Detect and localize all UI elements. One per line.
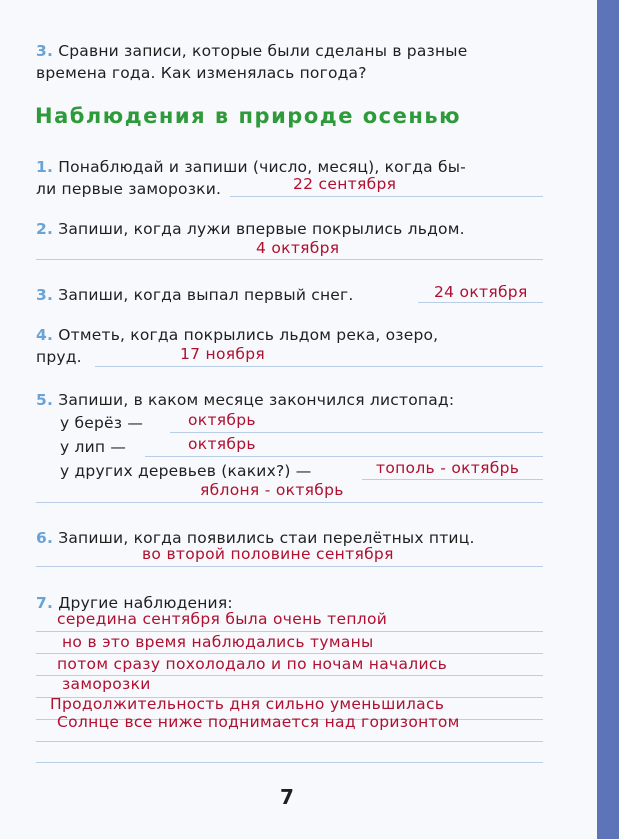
task-6-answer-line[interactable] [36,566,543,567]
page-edge-strip [597,0,619,839]
task-5-item-linden-label: у лип — [60,438,127,456]
task-7-answer-5: Продолжительность дня сильно уменьшилась [50,695,445,713]
task-4-answer: 17 ноября [180,345,266,363]
task-7-answer-line-6[interactable] [36,741,543,742]
task-3-answer: 24 октября [434,283,528,301]
task-6-answer: во второй половине сентября [142,545,394,563]
intro-text-2: времена года. Как изменялась погода? [36,64,367,82]
task-5-linden-answer: октябрь [188,435,256,453]
task-1-text-1: Понаблюдай и запиши (число, месяц), когда бы- [58,158,466,176]
intro-text-1: Сравни записи, которые были сделаны в разные [58,42,468,60]
task-2-number: 2. [36,220,54,238]
task-2-answer: 4 октября [256,239,340,257]
task-2-line-1 [36,218,465,240]
task-7-answer-2: но в это время наблюдались туманы [62,633,374,651]
task-5-birch-answer: октябрь [188,411,256,429]
task-1-number: 1. [36,158,54,176]
task-4-text-2: пруд. [36,348,82,366]
task-5-item-other-label: у других деревьев (каких?) — [60,462,312,480]
task-5-item-birch-label: у берёз — [60,414,144,432]
task-3-line-1 [36,284,354,306]
task-5-text-1: Запиши, в каком месяце закончился листопад: [58,391,455,409]
task-3-text-1: Запиши, когда выпал первый снег. [58,286,354,304]
task-2-text-1: Запиши, когда лужи впервые покрылись льдом. [58,220,465,238]
task-4-answer-line[interactable] [95,366,543,367]
task-7-answer-6: Солнце все ниже поднимается над горизонтом [57,713,460,731]
task-5-other-answer-line-2[interactable] [36,502,543,503]
task-5-other-answer-2: яблоня - октябрь [200,481,344,499]
task-2-answer-line[interactable] [36,259,543,260]
task-7-answer-3: потом сразу похолодало и по ночам начались [57,655,448,673]
task-3-number: 3. [36,286,54,304]
task-1-line-1 [36,156,466,178]
task-7-answer-1: середина сентября была очень теплой [57,610,388,628]
page-number: 7 [280,785,294,809]
task-4-text-1: Отметь, когда покрылись льдом река, озеро, [58,326,439,344]
task-5-line-1 [36,389,454,411]
task-3-answer-line[interactable] [418,302,543,303]
task-4-number: 4. [36,326,54,344]
task-5-other-answer-line[interactable] [362,479,543,480]
task-5-number: 5. [36,391,54,409]
section-heading: Наблюдения в природе осенью [35,104,462,128]
intro-number: 3. [36,42,54,60]
task-1-answer-line[interactable] [230,196,543,197]
task-1-text-2: ли первые заморозки. [36,180,222,198]
task-5-other-answer: тополь - октябрь [376,459,520,477]
task-7-answer-line-7[interactable] [36,762,543,763]
task-7-text-1: Другие наблюдения: [58,594,233,612]
task-7-answer-4: заморозки [62,675,151,693]
task-1-answer: 22 сентября [293,175,397,193]
task-7-number: 7. [36,594,54,612]
task-5-linden-answer-line[interactable] [145,456,543,457]
intro-line-1 [36,40,467,62]
task-4-line-1 [36,324,438,346]
task-6-text-1: Запиши, когда появились стаи перелётных птиц. [58,529,475,547]
task-6-number: 6. [36,529,54,547]
task-5-birch-answer-line[interactable] [170,432,543,433]
